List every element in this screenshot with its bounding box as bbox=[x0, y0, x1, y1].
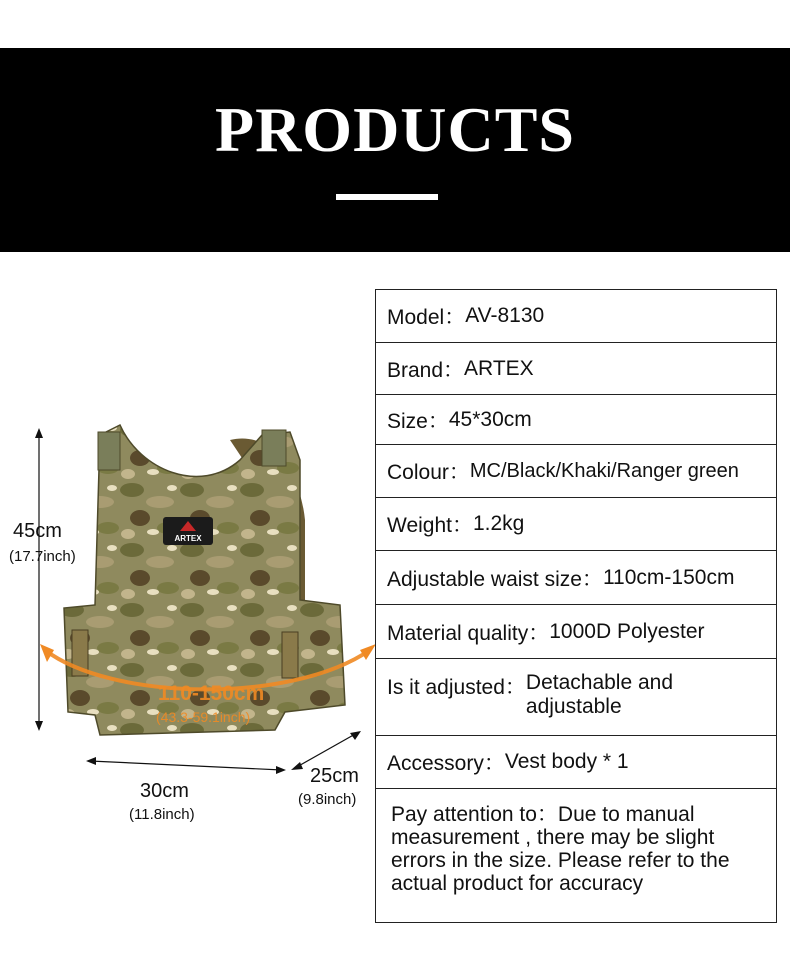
depth-cm: 25cm bbox=[310, 765, 359, 787]
spec-label: Model： bbox=[387, 306, 466, 329]
patch-label: ARTEX bbox=[174, 534, 202, 543]
spec-value-line2: adjustable bbox=[525, 695, 622, 718]
spec-row-colour bbox=[376, 445, 776, 498]
spec-row-model bbox=[376, 290, 776, 343]
spec-label: Brand： bbox=[387, 358, 465, 382]
spec-table bbox=[375, 289, 777, 923]
spec-row-accessory bbox=[376, 736, 776, 789]
depth-arrow bbox=[295, 733, 357, 768]
spec-value: 45*30cm bbox=[448, 407, 532, 431]
spec-row-brand bbox=[376, 343, 776, 395]
spec-label: Material quality： bbox=[387, 621, 550, 645]
spec-note: Pay attention to：Due to manual measurement , there may be slight errors in the size. Please refer to the actual product for accuracy bbox=[391, 803, 730, 895]
product-illustration bbox=[0, 0, 380, 964]
spec-value bbox=[526, 671, 673, 719]
spec-label: Size： bbox=[387, 409, 449, 433]
spec-row-material bbox=[376, 605, 776, 659]
waist-cm: 110-150cm bbox=[158, 682, 265, 705]
spec-label: Colour： bbox=[387, 461, 470, 484]
spec-label: Adjustable waist size： bbox=[387, 567, 603, 591]
spec-label: Weight： bbox=[387, 514, 473, 537]
spec-row-weight bbox=[376, 498, 776, 551]
page-title: PRODUCTS bbox=[214, 94, 576, 165]
width-arrow bbox=[90, 761, 282, 770]
spec-value: 1.2kg bbox=[472, 512, 525, 535]
spec-label: Is it adjusted： bbox=[387, 676, 526, 699]
spec-row-size bbox=[376, 395, 776, 445]
spec-value: AV-8130 bbox=[465, 304, 545, 327]
spec-row-waist bbox=[376, 551, 776, 605]
spec-value: MC/Black/Khaki/Ranger green bbox=[469, 459, 739, 482]
spec-value-line1: Detachable and bbox=[525, 671, 674, 694]
spec-value: 1000D Polyester bbox=[549, 619, 705, 643]
spec-value: 110cm-150cm bbox=[602, 565, 735, 589]
width-inch: (11.8inch) bbox=[129, 806, 195, 823]
spec-label: Accessory： bbox=[387, 752, 505, 775]
height-inch: (17.7inch) bbox=[9, 548, 76, 565]
height-cm: 45cm bbox=[13, 520, 62, 542]
depth-inch: (9.8inch) bbox=[298, 791, 357, 808]
waist-inch: (43.3-59.1inch) bbox=[156, 709, 251, 725]
spec-value: Vest body * 1 bbox=[504, 750, 629, 773]
width-cm: 30cm bbox=[140, 780, 189, 802]
spec-row-adjusted bbox=[376, 659, 776, 736]
spec-value: ARTEX bbox=[464, 356, 534, 380]
